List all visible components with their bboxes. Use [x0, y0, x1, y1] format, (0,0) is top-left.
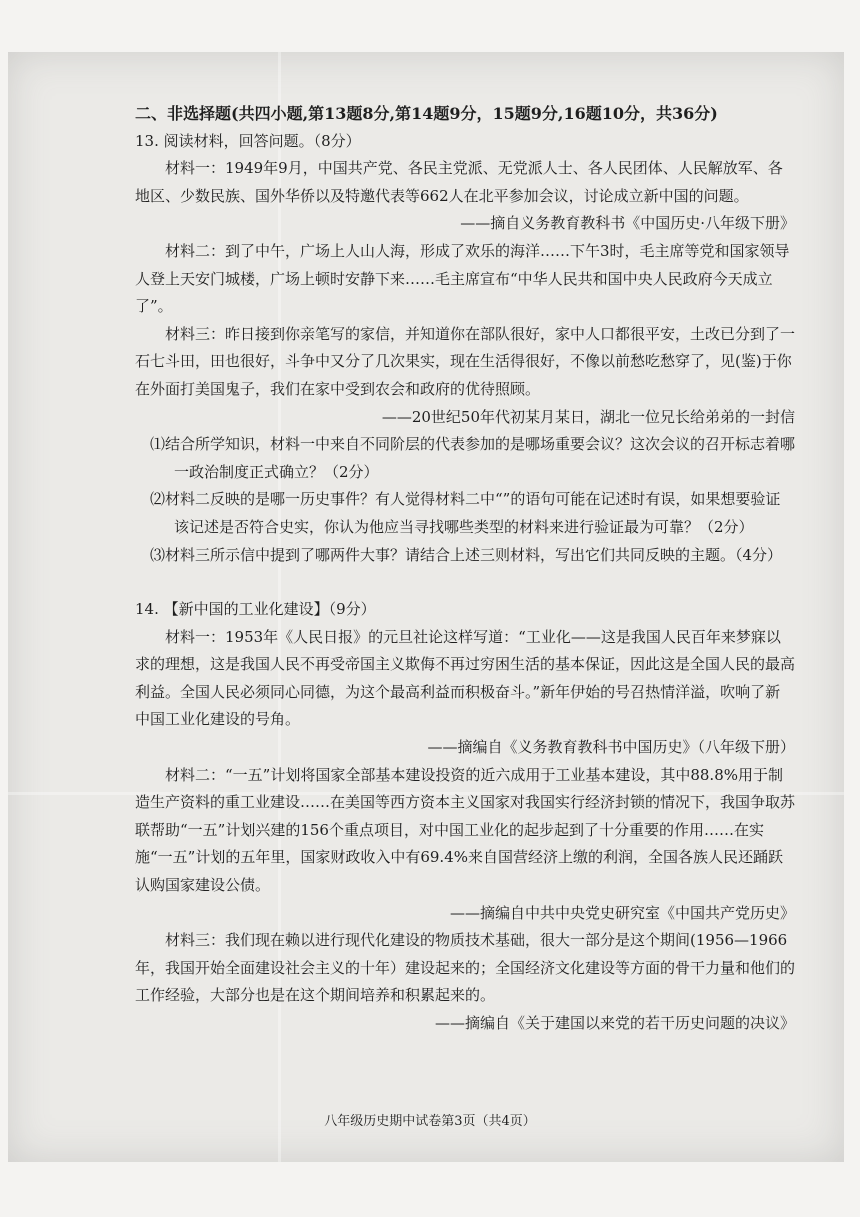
spacer — [135, 569, 795, 596]
exam-content — [135, 100, 795, 1038]
q13-material-3: 材料三：昨日接到你亲笔写的家信，并知道你在部队很好，家中人口都很平安，土改已分到了一石七斗田，田也很好，斗争中又分了几次果实，现在生活得很好，不像以前愁吃愁穿了，见(鉴)于你在外面打美国鬼子，我们在家中受到农会和政府的优待照顾。 — [135, 324, 796, 398]
q14-material-1-source: ——摘编自《义务教育教科书中国历史》（八年级下册） — [427, 738, 795, 757]
q14-material-3: 材料三：我们现在赖以进行现代化建设的物质技术基础，很大一部分是这个期间(1956—1966年，我国开始全面建设社会主义的十年）建设起来的；全国经济文化建设等方面的骨干力量和他们的工作经验，大部分也是在这个期间培养和积累起来的。 — [135, 931, 796, 1005]
section-title: 二、非选择题(共四小题,第13题8分,第14题9分，15题9分,16题10分，共36分) — [135, 104, 718, 123]
q13-subquestion-1: ⑴结合所学知识，材料一中来自不同阶层的代表参加的是哪场重要会议？这次会议的召开标志着哪一政治制度正式确立？（2分） — [150, 435, 796, 481]
q14-material-2-source: ——摘编自中共中央党史研究室《中国共产党历史》 — [449, 903, 795, 922]
q13-subquestion-2: ⑵材料二反映的是哪一历史事件？有人觉得材料二中“”的语句可能在记述时有误，如果想要验证该记述是否符合史实，你认为他应当寻找哪些类型的材料来进行验证最为可靠？（2分） — [150, 490, 781, 536]
q13-material-1: 材料一：1949年9月，中国共产党、各民主党派、无党派人士、各人民团体、人民解放军、各地区、少数民族、国外华侨以及特邀代表等662人在北平参加会议，讨论成立新中国的问题。 — [135, 159, 783, 205]
q14-material-3-source: ——摘编自《关于建国以来党的若干历史问题的决议》 — [434, 1014, 795, 1032]
page-footer: 八年级历史期中试卷第3页（共4页） — [324, 1114, 536, 1129]
q14-material-2: 材料二：“一五”计划将国家全部基本建设投资的近六成用于工业基本建设，其中88.8%用于制造生产资料的重工业建设……在美国等西方资本主义国家对我国实行经济封锁的情况下，我国争取苏联帮助“一五”计划兴建的156个重点项目，对中国工业化的起步起到了十分重要的作用……在实施“一五”计划的五年里，国家财政收入中有69.4%来自国营经济上缴的利润，全国各族人民还踊跃认购国家建设公债。 — [135, 765, 796, 895]
q13-material-1-source: ——摘自义务教育教科书《中国历史·八年级下册》 — [460, 214, 795, 233]
q13-material-2: 材料二：到了中午，广场上人山人海，形成了欢乐的海洋……下午3时，毛主席等党和国家领导人登上天安门城楼，广场上顿时安静下来……毛主席宣布“中华人民共和国中央人民政府今天成立了”。 — [135, 241, 790, 316]
q13-material-3-source: ——20世纪50年代初某月某日，湖北一位兄长给弟弟的一封信 — [381, 407, 795, 426]
q14-heading: 14. 【新中国的工业化建设】（9分） — [135, 600, 376, 619]
q13-heading: 13. 阅读材料，回答问题。（8分） — [135, 131, 361, 150]
q14-material-1: 材料一：1953年《人民日报》的元旦社论这样写道：“工业化——这是我国人民百年来梦寐以求的理想，这是我国人民不再受帝国主义欺侮不再过穷困生活的基本保证，因此这是全国人民的最高利益。全国人民必须同心同德，为这个最高利益而积极奋斗。”新年伊始的号召热情洋溢，吹响了新中国工业化建设的号角。 — [135, 627, 796, 729]
q13-subquestion-3: ⑶材料三所示信中提到了哪两件大事？请结合上述三则材料，写出它们共同反映的主题。（4分） — [150, 545, 783, 564]
